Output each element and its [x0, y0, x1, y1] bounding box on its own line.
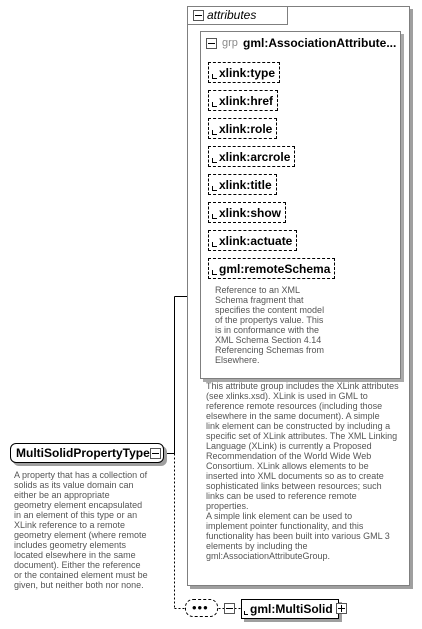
- complex-type-name: MultiSolidPropertyType: [16, 446, 150, 460]
- attribute-label: xlink:title: [219, 178, 272, 192]
- collapse-icon[interactable]: [193, 10, 204, 21]
- attribute-xlink-role[interactable]: [208, 118, 277, 139]
- attribute-xlink-arcrole[interactable]: [208, 146, 295, 167]
- complex-type-description: A property that has a collection of solids as its value domain can either be an appropriate geometry element encapsulated in an element of this type or an XLink reference to a remote geometry element (where remote includes geometry elements located elsewhere in the same document). Either the reference or the contained element must be given, but neither both nor none.: [14, 470, 148, 590]
- attribute-xlink-href[interactable]: [208, 90, 278, 111]
- attribute-xlink-title[interactable]: [208, 174, 277, 195]
- attribute-xlink-actuate[interactable]: [208, 230, 297, 251]
- attributes-title: attributes: [207, 8, 257, 22]
- expand-icon[interactable]: [336, 603, 347, 614]
- remote-schema-description: Reference to an XML Schema fragment that specifies the content model of the propertys value. This is in conformance with the XML Schema Section 4.14 Referencing Schemas from Elsewhere.: [215, 285, 325, 365]
- attribute-gml-remoteschema[interactable]: [208, 258, 335, 279]
- collapse-icon[interactable]: [206, 38, 217, 49]
- attribute-xlink-show[interactable]: [208, 202, 286, 223]
- attribute-label: xlink:href: [219, 94, 274, 108]
- attribute-xlink-type[interactable]: [208, 62, 280, 83]
- attribute-label: xlink:role: [219, 122, 273, 136]
- element-name: gml:MultiSolid: [250, 602, 333, 616]
- collapse-icon[interactable]: [224, 603, 235, 614]
- attribute-group-description: This attribute group includes the XLink attributes (see xlinks.xsd). XLink is used in GML to reference remote resources (including those elsewhere in the same document). A simple link element can be constructed by including a specific set of XLink attributes. The XML Linking Language (XLink) is currently a Proposed Recommendation of the World Wide Web Consortium. XLink allows elements to be inserted into XML documents so as to create sophisticated links between resources; such links can be used to reference remote properties. A simple link element can be used to implement pointer functionality, and this functionality has been built into various GML 3 elements by including the gml:AssociationAttributeGroup.: [206, 381, 399, 561]
- reference-arrow-icon: [244, 611, 248, 615]
- attribute-label: xlink:show: [219, 206, 282, 220]
- collapse-icon[interactable]: [150, 448, 161, 459]
- attribute-label: xlink:type: [219, 66, 276, 80]
- group-prefix: grp: [222, 37, 238, 49]
- attribute-label: gml:remoteSchema: [219, 262, 331, 276]
- attribute-label: xlink:arcrole: [219, 150, 291, 164]
- group-name[interactable]: gml:AssociationAttribute...: [243, 36, 397, 50]
- sequence-icon: •••: [192, 600, 209, 615]
- attribute-label: xlink:actuate: [219, 234, 293, 248]
